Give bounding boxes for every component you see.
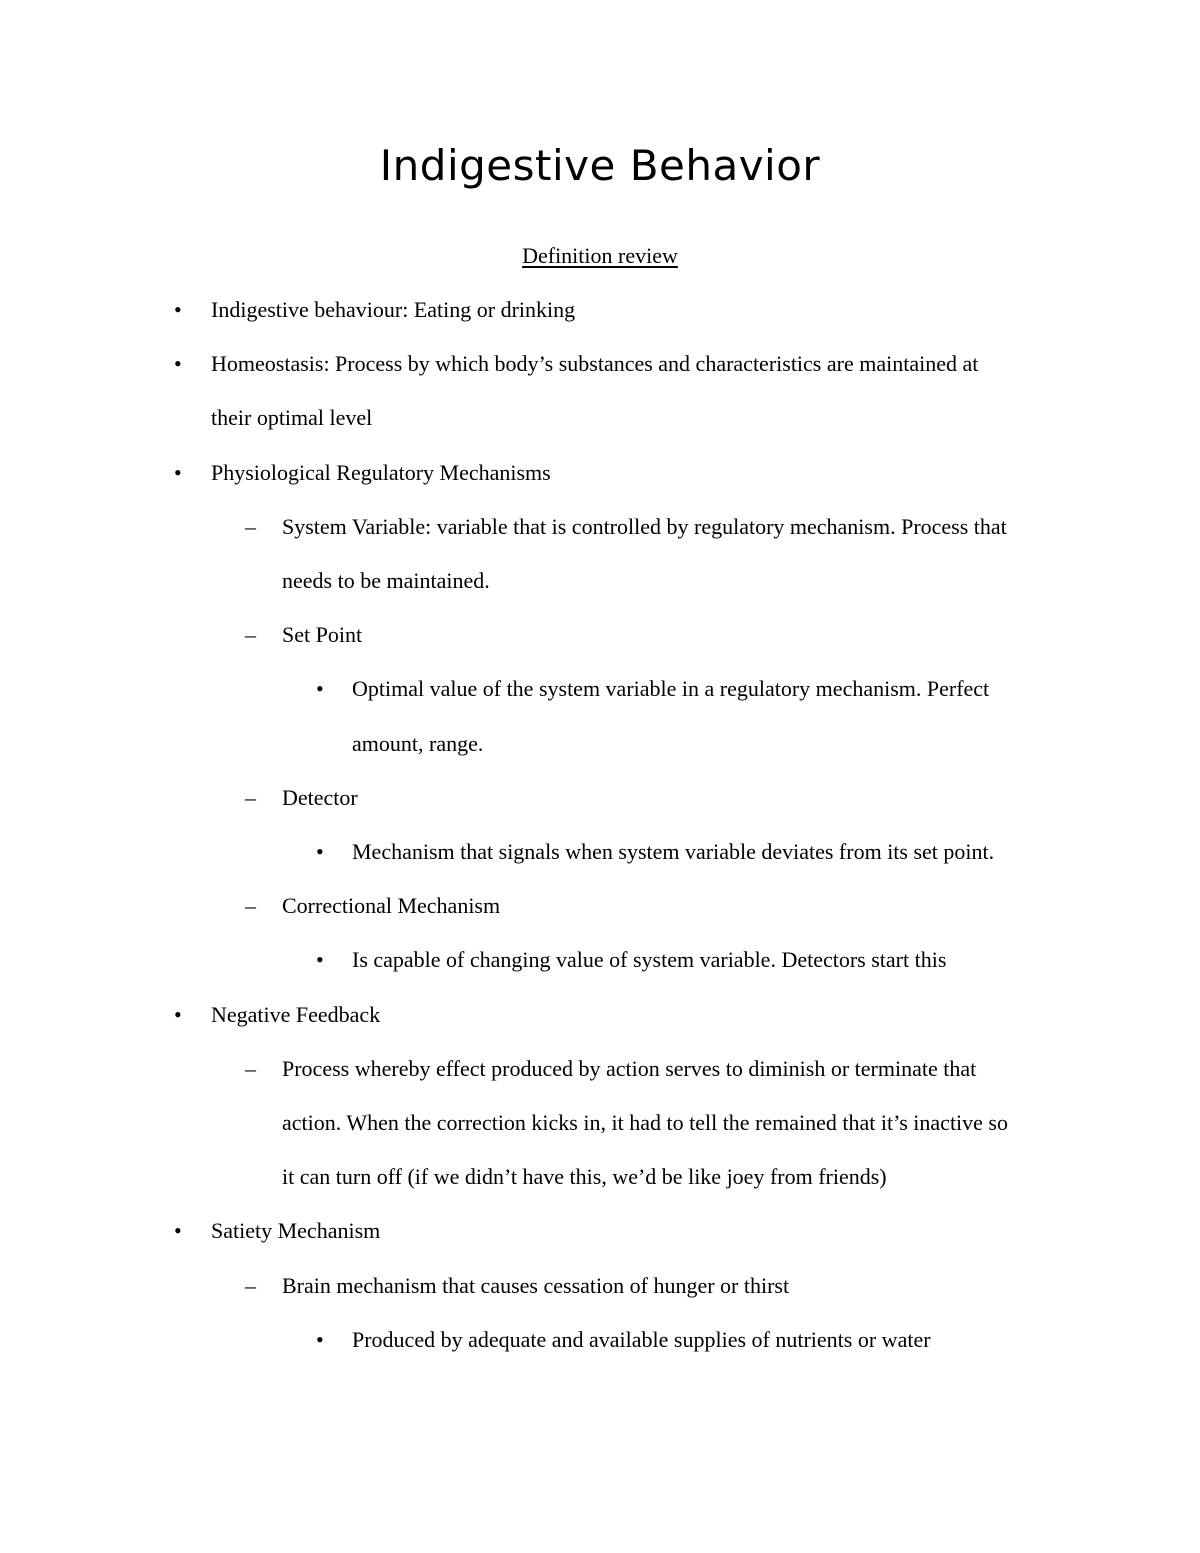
dash-icon: – <box>245 1056 256 1081</box>
list-item-text: Process whereby effect produced by action serves to diminish or terminate that <box>282 1056 977 1081</box>
list-item-text: System Variable: variable that is controlled by regulatory mechanism. Process that <box>282 514 1007 539</box>
list-item-text: Homeostasis: Process by which body’s substances and characteristics are maintained at <box>211 351 979 376</box>
bullet-icon: • <box>316 947 324 972</box>
dash-icon: – <box>245 785 256 810</box>
bullet-icon: • <box>316 1327 324 1352</box>
bullet-icon: • <box>174 351 182 376</box>
list-item-text: Is capable of changing value of system variable. Detectors start this <box>352 947 947 972</box>
list-item-text: Indigestive behaviour: Eating or drinking <box>211 297 576 322</box>
list-item-text: Mechanism that signals when system variable deviates from its set point. <box>352 839 995 864</box>
bullet-icon: • <box>316 839 324 864</box>
list-item-text: Correctional Mechanism <box>282 893 501 918</box>
list-item-text: Negative Feedback <box>211 1002 381 1027</box>
dash-icon: – <box>245 514 256 539</box>
list-item-text: Detector <box>282 785 358 810</box>
dash-icon: – <box>245 1273 256 1298</box>
bullet-icon: • <box>316 676 324 701</box>
list-item-text: their optimal level <box>211 405 373 430</box>
dash-icon: – <box>245 622 256 647</box>
list-item-text: Brain mechanism that causes cessation of hunger or thirst <box>282 1273 790 1298</box>
bullet-icon: • <box>174 297 182 322</box>
list-item-text: Satiety Mechanism <box>211 1218 381 1243</box>
dash-icon: – <box>245 893 256 918</box>
list-item-text: Optimal value of the system variable in a regulatory mechanism. Perfect <box>352 676 990 701</box>
list-item-text: it can turn off (if we didn’t have this, we’d be like joey from friends) <box>282 1164 887 1189</box>
list-item-text: Produced by adequate and available supplies of nutrients or water <box>352 1327 931 1352</box>
list-item-text: action. When the correction kicks in, it had to tell the remained that it’s inactive so <box>282 1110 1008 1135</box>
list-item-text: needs to be maintained. <box>282 568 490 593</box>
bullet-icon: • <box>174 1218 182 1243</box>
section-heading: Definition review <box>522 243 678 268</box>
list-item-text: amount, range. <box>352 731 484 756</box>
document-title: Indigestive Behavior <box>379 141 821 190</box>
list-item-text: Set Point <box>282 622 363 647</box>
bullet-icon: • <box>174 460 182 485</box>
bullet-icon: • <box>174 1002 182 1027</box>
list-item-text: Physiological Regulatory Mechanisms <box>211 460 551 485</box>
